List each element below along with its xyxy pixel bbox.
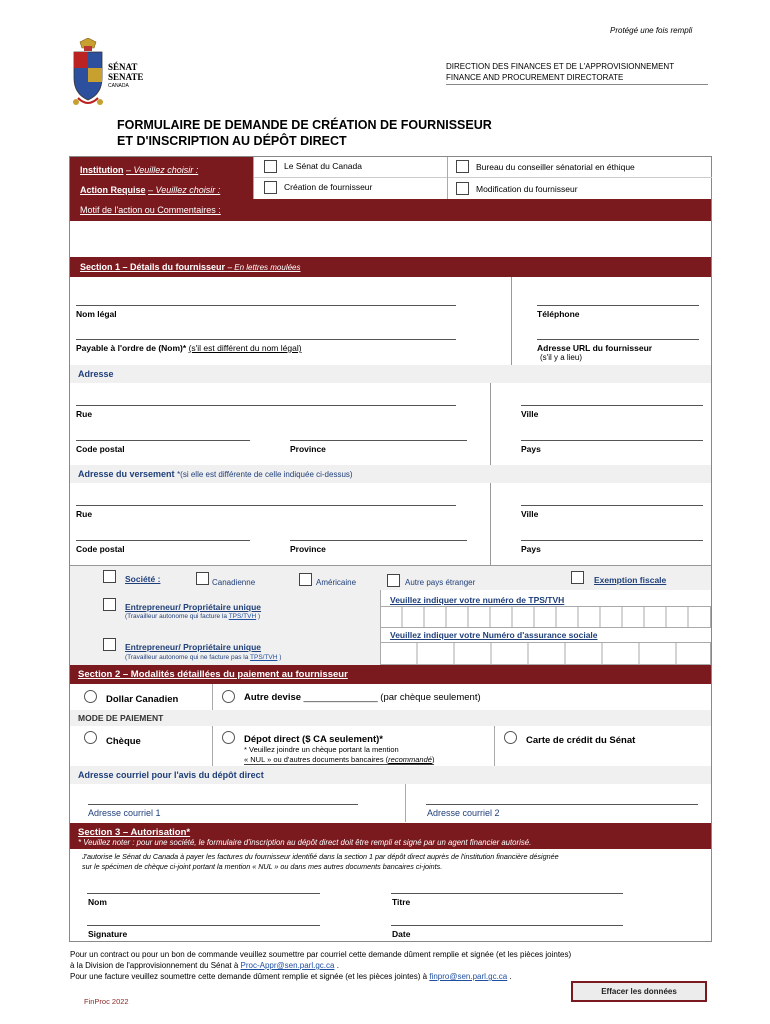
payable-hint: (s'il est différent du nom légal) bbox=[188, 343, 302, 353]
vendor-creation-checkbox[interactable] bbox=[264, 181, 277, 194]
address-label: Adresse bbox=[78, 369, 114, 379]
motif-header bbox=[70, 199, 711, 221]
institution-action-labels bbox=[70, 157, 253, 199]
ethics-office-label: Bureau du conseiller sénatorial en éthique bbox=[476, 162, 635, 172]
section3-title: Section 3 – Autorisation* bbox=[78, 827, 191, 838]
sole-prop-nogst-checkbox[interactable] bbox=[103, 638, 116, 651]
email2-label: Adresse courriel 2 bbox=[427, 808, 500, 818]
foreign-checkbox[interactable] bbox=[387, 574, 400, 587]
other-currency-hint: (par chèque seulement) bbox=[380, 692, 481, 703]
email2-line[interactable] bbox=[426, 804, 698, 805]
logo-sénat: SÉNAT bbox=[108, 62, 138, 72]
canadian-label: Canadienne bbox=[212, 578, 256, 587]
motif-label: Motif de l'action ou Commentaires : bbox=[80, 205, 221, 215]
postal-code-label: Code postal bbox=[76, 444, 125, 454]
action-hint: – Veuillez choisir : bbox=[148, 185, 221, 195]
direct-deposit-note2c: ) bbox=[431, 755, 435, 764]
cad-radio[interactable] bbox=[84, 690, 97, 703]
section2-header bbox=[70, 665, 711, 684]
country2-label: Pays bbox=[521, 544, 541, 554]
sole-prop-gst-label: Entrepreneur/ Propriétaire unique bbox=[125, 602, 262, 612]
sin-label: Veuillez indiquer votre Numéro d'assurance sociale bbox=[390, 630, 598, 640]
title-label: Titre bbox=[392, 897, 411, 907]
form-title-line2: ET D'INSCRIPTION AU DÉPÔT DIRECT bbox=[117, 134, 347, 148]
section1-title: Section 1 – Détails du fournisseur bbox=[80, 262, 226, 272]
direct-deposit-note2a: « NUL » ou d'autres documents bancaires ( bbox=[244, 755, 389, 764]
canadian-checkbox[interactable] bbox=[196, 572, 209, 585]
title-line[interactable] bbox=[391, 893, 623, 894]
payment-mode-label: MODE DE PAIEMENT bbox=[78, 713, 164, 723]
cheque-label: Chèque bbox=[106, 736, 141, 747]
american-label: Américaine bbox=[316, 578, 357, 587]
direct-deposit-note2b: recommandé bbox=[388, 755, 432, 764]
payable-label: Payable à l'ordre de (Nom)* bbox=[76, 343, 187, 353]
telephone-label: Téléphone bbox=[537, 309, 580, 319]
section3-header bbox=[70, 823, 711, 849]
form-code: FinProc 2022 bbox=[84, 997, 129, 1006]
url-hint: (s'il y a lieu) bbox=[540, 353, 582, 362]
direct-deposit-note1: * Veuillez joindre un chèque portant la mention bbox=[244, 745, 399, 754]
header-divider bbox=[446, 84, 708, 85]
payable-line[interactable] bbox=[76, 339, 456, 340]
vendor-creation-label: Création de fournisseur bbox=[284, 182, 373, 192]
section1-hint: – En lettres moulées bbox=[227, 263, 301, 272]
signature-line[interactable] bbox=[87, 925, 320, 926]
credit-card-radio[interactable] bbox=[504, 731, 517, 744]
vendor-modification-checkbox[interactable] bbox=[456, 182, 469, 195]
url-line[interactable] bbox=[537, 339, 699, 340]
logo-senate: SENATE bbox=[108, 72, 144, 82]
submission-instructions bbox=[70, 949, 720, 982]
remittance-header bbox=[70, 465, 711, 483]
sole-prop-nogst-label: Entrepreneur/ Propriétaire unique bbox=[125, 642, 262, 652]
sole-prop-nogst-hint-a: (Travailleur autonome qui ne facture pas la bbox=[125, 654, 251, 661]
email1-label: Adresse courriel 1 bbox=[88, 808, 161, 818]
gst-cells-grid bbox=[380, 606, 711, 628]
protected-note: Protégé une fois rempli bbox=[610, 26, 693, 35]
logo-canada: CANADA bbox=[108, 83, 129, 89]
city-label: Ville bbox=[521, 409, 539, 419]
institution-label: Institution bbox=[80, 165, 124, 175]
ethics-office-checkbox[interactable] bbox=[456, 160, 469, 173]
country-line[interactable] bbox=[521, 440, 703, 441]
city2-label: Ville bbox=[521, 509, 539, 519]
province-line[interactable] bbox=[290, 440, 467, 441]
direct-deposit-radio[interactable] bbox=[222, 731, 235, 744]
american-checkbox[interactable] bbox=[299, 573, 312, 586]
form-title-line1: FORMULAIRE DE DEMANDE DE CRÉATION DE FOURNISSEUR bbox=[117, 118, 492, 132]
authorization-text2: sur le spécimen de chèque ci-joint portant la mention « NUL » ou dans mes autres documents bancaires ci-joints. bbox=[82, 862, 443, 871]
corporation-label: Société : bbox=[125, 574, 161, 584]
name-line[interactable] bbox=[87, 893, 320, 894]
sin-cells[interactable] bbox=[380, 642, 711, 665]
tax-exempt-label: Exemption fiscale bbox=[594, 575, 667, 585]
postal-code2-line[interactable] bbox=[76, 540, 250, 541]
instruction-line2b: . bbox=[334, 961, 339, 970]
action-label: Action Requise bbox=[80, 185, 146, 195]
gst-number-label: Veuillez indiquer votre numéro de TPS/TVH bbox=[390, 595, 565, 605]
other-currency-radio[interactable] bbox=[222, 690, 235, 703]
street-line[interactable] bbox=[76, 405, 456, 406]
remittance-label: Adresse du versement bbox=[78, 469, 175, 479]
direct-deposit-label: Dépot direct ($ CA seulement)* bbox=[244, 734, 384, 745]
url-label: Adresse URL du fournisseur bbox=[537, 343, 653, 353]
sole-prop-nogst-hint-b: ) bbox=[277, 654, 282, 661]
foreign-label: Autre pays étranger bbox=[405, 578, 476, 587]
email1-line[interactable] bbox=[88, 804, 358, 805]
name-label: Nom bbox=[88, 897, 107, 907]
signature-label: Signature bbox=[88, 929, 128, 939]
section1-header bbox=[70, 257, 711, 277]
sole-prop-gst-hint-link: TPS/TVH bbox=[228, 613, 257, 620]
other-currency-label: Autre devise bbox=[244, 692, 302, 703]
sin-cells-grid bbox=[380, 642, 711, 665]
clear-data-button[interactable]: Effacer les données bbox=[571, 981, 707, 1002]
country2-line[interactable] bbox=[521, 540, 703, 541]
legal-name-line[interactable] bbox=[76, 305, 456, 306]
email-notice-header bbox=[70, 766, 711, 784]
province2-line[interactable] bbox=[290, 540, 467, 541]
cheque-radio[interactable] bbox=[84, 731, 97, 744]
procurement-email-link[interactable]: Proc-Appr@sen.parl.gc.ca bbox=[240, 961, 335, 970]
sole-prop-gst-checkbox[interactable] bbox=[103, 598, 116, 611]
legal-name-label: Nom légal bbox=[76, 309, 117, 319]
directorate-en: FINANCE AND PROCUREMENT DIRECTORATE bbox=[446, 73, 624, 82]
section2-title: Section 2 – Modalités détaillées du paiement au fournisseur bbox=[78, 669, 348, 680]
senate-canada-label: Le Sénat du Canada bbox=[284, 161, 362, 171]
institution-hint: – Veuillez choisir : bbox=[126, 165, 199, 175]
date-line[interactable] bbox=[391, 925, 623, 926]
instruction-line3a: Pour une facture veuillez soumettre cette demande dûment remplie et signée (et les pièces jointes) à bbox=[70, 972, 430, 981]
country-label: Pays bbox=[521, 444, 541, 454]
credit-card-label: Carte de crédit du Sénat bbox=[526, 735, 636, 746]
address-header bbox=[70, 365, 711, 383]
vendor-modification-label: Modification du fournisseur bbox=[476, 184, 578, 194]
cad-label: Dollar Canadien bbox=[106, 694, 179, 705]
instruction-line2a: à la Division de l'approvisionnement du Sénat à bbox=[70, 961, 241, 970]
institution-options bbox=[253, 157, 711, 199]
motif-input[interactable] bbox=[70, 221, 711, 257]
date-label: Date bbox=[392, 929, 411, 939]
remittance-hint: *(si elle est différente de celle indiquée ci-dessus) bbox=[177, 470, 353, 479]
authorization-text1: J'autorise le Sénat du Canada à payer les factures du fournisseur identifié dans la section 1 par dépôt direct auprès de l'institution financière désignée bbox=[82, 852, 559, 861]
street2-label: Rue bbox=[76, 509, 93, 519]
senate-logo bbox=[68, 38, 158, 112]
corporation-checkbox[interactable] bbox=[103, 570, 116, 583]
email-notice-label: Adresse courriel pour l'avis du dépôt direct bbox=[78, 770, 264, 780]
gst-number-cells[interactable] bbox=[380, 606, 711, 628]
senate-canada-checkbox[interactable] bbox=[264, 160, 277, 173]
tax-exempt-checkbox[interactable] bbox=[571, 571, 584, 584]
finance-email-link[interactable]: finpro@sen.parl.gc.ca bbox=[429, 972, 508, 981]
province-label: Province bbox=[290, 444, 326, 454]
sole-prop-gst-hint-b: ) bbox=[256, 613, 261, 620]
payment-mode-header bbox=[70, 710, 711, 726]
sole-prop-nogst-hint-link: TPS/TVH bbox=[250, 654, 278, 661]
other-currency-blank[interactable]: ______________ bbox=[303, 692, 378, 703]
instruction-line1: Pour un contract ou pour un bon de commande veuillez soumettre par courriel cette demande dûment remplie et signée (et les pièces jointes) bbox=[70, 950, 572, 959]
province2-label: Province bbox=[290, 544, 326, 554]
directorate-fr: DIRECTION DES FINANCES ET DE L'APPROVISIONNEMENT bbox=[446, 62, 675, 71]
city-line[interactable] bbox=[521, 405, 703, 406]
senate-crest-icon bbox=[68, 38, 108, 112]
city2-line[interactable] bbox=[521, 505, 703, 506]
postal-code-line[interactable] bbox=[76, 440, 250, 441]
sole-prop-gst-hint-a: (Travailleur autonome qui facture la bbox=[125, 613, 229, 620]
postal-code2-label: Code postal bbox=[76, 544, 125, 554]
street2-line[interactable] bbox=[76, 505, 456, 506]
instruction-line3b: . bbox=[507, 972, 512, 981]
section3-note: * Veuillez noter : pour une société, le formulaire d'inscription au dépôt direct doit être rempli et signé par un agent financier autorisé. bbox=[78, 838, 532, 847]
telephone-line[interactable] bbox=[537, 305, 699, 306]
street-label: Rue bbox=[76, 409, 93, 419]
